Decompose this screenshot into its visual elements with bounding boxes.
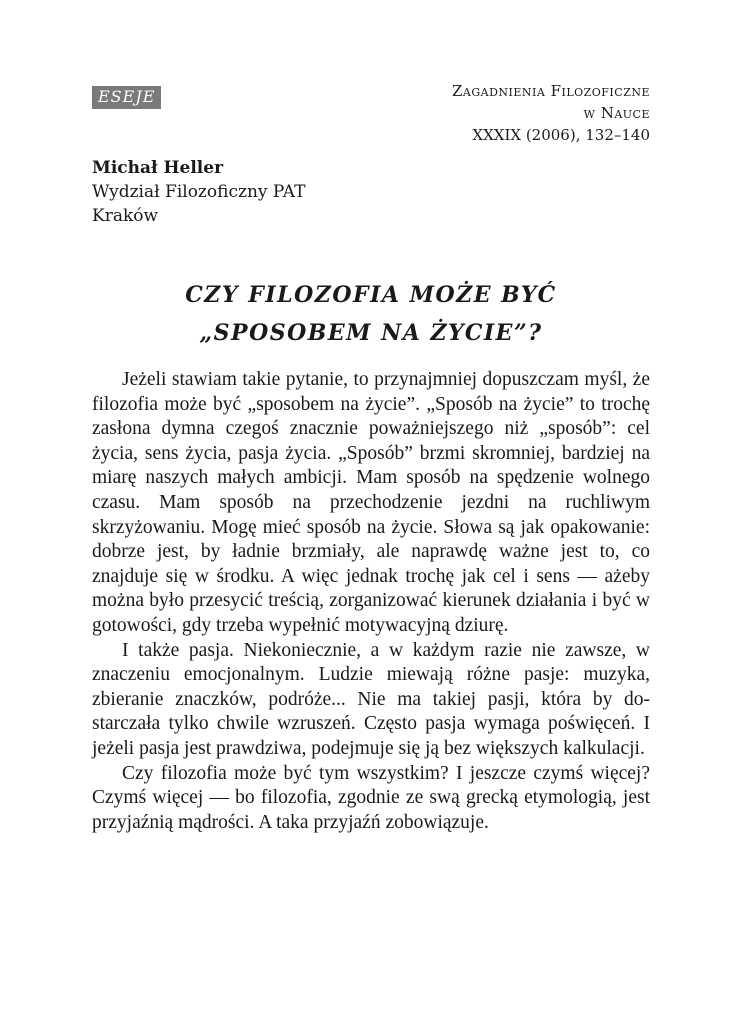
journal-title-line2: w Nauce (583, 104, 650, 122)
author-block (92, 156, 305, 228)
author-affiliation: Wydział Filozoficzny PAT (92, 182, 306, 202)
article-title-line1: CZY FILOZOFIA MOŻE BYĆ (185, 282, 557, 308)
article-body (92, 368, 650, 835)
paragraph: Czy filozofia może być tym wszystkim? I jeszcze czymś więcej? Czymś więcej — bo filozofia, zgodnie ze swą grecką etymologią, jest przyjaźnią mądrości. A taka przyjaźń zobowiązuje. (92, 762, 650, 833)
journal-issue: XXXIX (2006), 132–140 (472, 126, 650, 144)
journal-title-line1: Zagadnienia Filozoficzne (451, 82, 650, 100)
article-title-line2: „SPOSOBEM NA ŻYCIE”? (199, 320, 543, 346)
article-title (92, 276, 650, 352)
paragraph: Jeżeli stawiam takie pytanie, to przynajmniej dopuszczam myśl, że filozofia może być „sposobem na życie”. „Sposób na życie” to trochę zasłona dymna czegoś znacznie poważniejszego niż „sposób”: cel życia, sens życia, pasja życia. „Sposób” brzmi skromniej, bardziej na miarę naszych małych ambicji. Mam sposób na spędzenie wolnego czasu. Mam sposób na przechodzenie jezdni na ruchliwym skrzyżowaniu. Mogę mieć sposób na życie. Słowa są jak opakowanie: dobrze jest, by ładnie brzmiały, ale naprawdę ważne jest to, co znajduje się w środku. A więc jednak trochę jak cel i sens — ażeby można było przesycić treścią, zorganizować kierunek działania i być w gotowości, gdy trzeba wypełnić motywacyjną dziurę. (92, 369, 650, 636)
paragraph: I także pasja. Niekoniecznie, a w każdym razie nie zawsze, w znaczeniu emocjonalnym. Ludzie miewają różne pasje: muzyka, zbieranie znaczków, podróże... Nie ma takiej pasji, która by dostarczała tylko chwile wzruszeń. Często pasja wymaga poświęceń. I jeżeli pasja jest prawdziwa, podejmuje się ją bez większych kalkulacji. (92, 639, 650, 759)
author-name: Michał Heller (92, 158, 224, 178)
author-city: Kraków (92, 206, 159, 226)
journal-header (452, 80, 650, 146)
section-label: ESEJE (92, 86, 161, 109)
